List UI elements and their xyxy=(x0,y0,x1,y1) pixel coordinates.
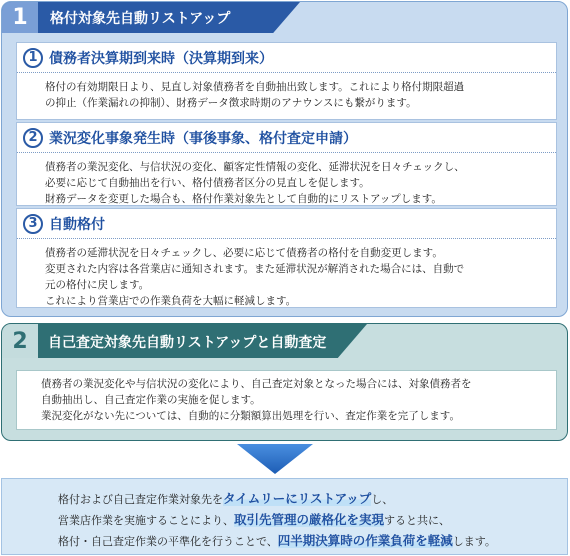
card-auto-rating-body xyxy=(17,239,556,309)
card-auto-rating-title: 自動格付 xyxy=(49,216,105,233)
card-auto-rating-header xyxy=(17,209,556,239)
section-1-title: 格付対象先自動リストアップ xyxy=(50,11,231,27)
circled-number-icon: 1 xyxy=(23,48,43,68)
summary-highlight: 四半期決算時の作業負荷を軽減 xyxy=(277,533,453,548)
section-2-line: 業況変化がない先については、自動的に分類額算出処理を行い、査定作業を完了します。 xyxy=(41,410,460,422)
card-business-change xyxy=(16,122,557,206)
circled-number-icon: 2 xyxy=(23,128,43,148)
card-deadline xyxy=(16,42,557,120)
summary-line-2 xyxy=(58,510,450,528)
card-business-change-title: 業況変化事象発生時（事後事象、格付査定申請） xyxy=(49,130,357,147)
card-deadline-line: の抑止（作業漏れの抑制）、財務データ徴求時期のアナウンスにも繋がります。 xyxy=(45,97,417,109)
summary-highlight: 取引先管理の厳格化を実現 xyxy=(234,512,385,527)
summary-text: します。 xyxy=(452,535,496,548)
summary-text: すると共に、 xyxy=(384,514,451,527)
circled-number-icon: 3 xyxy=(23,214,43,234)
card-deadline-header xyxy=(17,43,556,73)
section-2-line: 自動抽出し、自己査定作業の実施を促します。 xyxy=(41,394,261,406)
card-auto-rating xyxy=(16,208,557,308)
card-deadline-body xyxy=(17,73,556,111)
card-business-change-line: 債務者の業況変化、与信状況の変化、顧客定性情報の変化、延滞状況を日々チェックし、 xyxy=(45,161,465,173)
summary-panel xyxy=(1,478,568,555)
summary-text: 格付・自己査定作業の平準化を行うことで、 xyxy=(58,535,278,548)
section-2-panel xyxy=(1,323,568,441)
summary-line-3 xyxy=(58,531,496,549)
card-business-change-line: 財務データを変更した場合も、格付作業対象先として自動的にリストアップします。 xyxy=(45,193,442,205)
summary-text: 営業店作業を実施することにより、 xyxy=(58,514,234,527)
card-deadline-line: 格付の有効期限日より、見直し対象債務者を自動抽出致します。これにより格付期限超過 xyxy=(45,81,465,93)
card-business-change-line: 必要に応じて自動抽出を行い、格付債務者区分の見直しを促します。 xyxy=(45,177,370,189)
down-arrow-icon xyxy=(237,444,313,474)
card-auto-rating-line: 元の格付に戻します。 xyxy=(45,279,150,291)
section-1-panel xyxy=(1,1,568,317)
card-auto-rating-line: これにより営業店での作業負荷を大幅に軽減します。 xyxy=(45,295,297,307)
card-auto-rating-line: 変更された内容は各営業店に通知されます。また延滞状況が解消された場合には、自動で xyxy=(45,263,465,275)
section-2-card xyxy=(16,370,557,430)
summary-line-1 xyxy=(58,489,393,507)
section-2-line: 債務者の業況変化や与信状況の変化により、自己査定対象となった場合には、対象債務者を xyxy=(41,378,472,390)
summary-highlight: タイムリーにリストアップ xyxy=(223,491,372,506)
section-2-title: 自己査定対象先自動リストアップと自動査定 xyxy=(48,335,327,351)
section-2-body xyxy=(17,371,556,424)
section-2-number: 2 xyxy=(2,324,38,358)
card-business-change-body xyxy=(17,153,556,207)
section-1-number: 1 xyxy=(2,2,38,33)
card-auto-rating-line: 債務者の延滞状況を日々チェックし、必要に応じて債務者の格付を自動変更します。 xyxy=(45,247,443,259)
card-business-change-header xyxy=(17,123,556,153)
card-deadline-title: 債務者決算期到来時（決算期到来） xyxy=(49,50,273,67)
summary-text: 格付および自己査定作業対象先を xyxy=(58,493,223,506)
summary-text: し、 xyxy=(371,493,394,506)
